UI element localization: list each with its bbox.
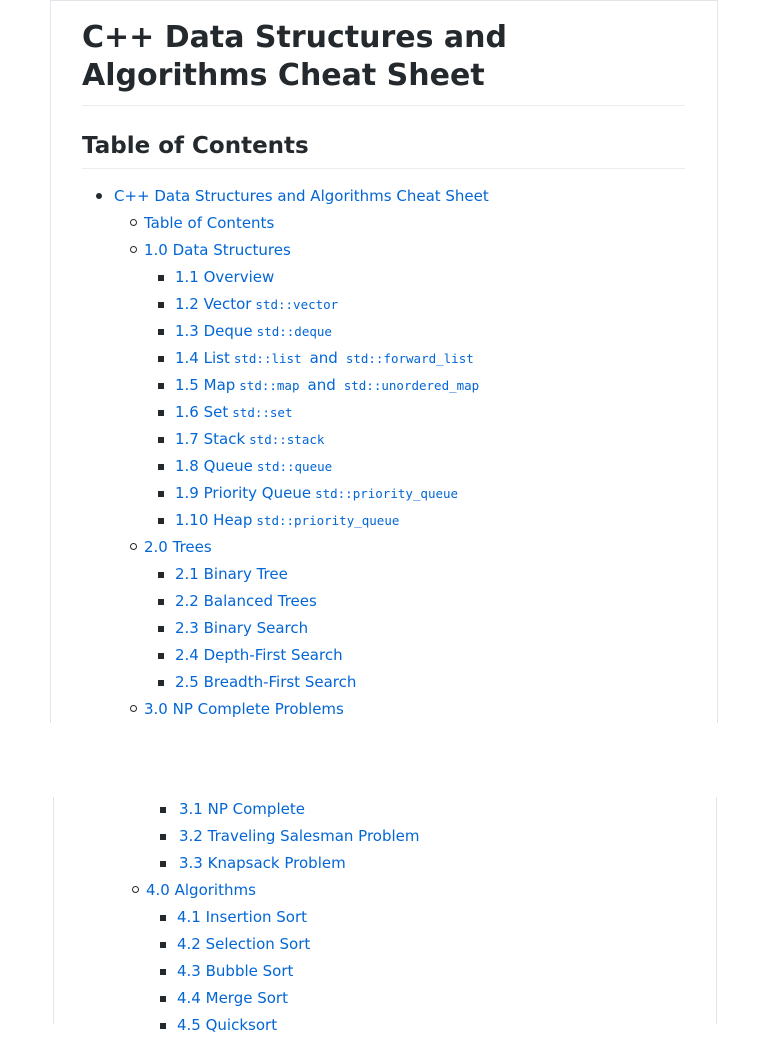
- toc-link-1-8[interactable]: [175, 457, 336, 475]
- inline-code: std::vector: [255, 297, 339, 312]
- list-item: [114, 210, 685, 237]
- list-item: [146, 931, 310, 958]
- list-item: [146, 985, 310, 1012]
- list-item: [144, 588, 685, 615]
- toc-sublist: [114, 210, 685, 723]
- inline-code: std::unordered_map: [343, 378, 480, 393]
- list-item: [144, 372, 685, 399]
- toc-link-1-1[interactable]: 1.1 Overview: [175, 268, 275, 286]
- list-item: [116, 877, 310, 1039]
- list-item: [144, 345, 685, 372]
- inline-code: std::set: [232, 405, 293, 420]
- toc-link-1-3[interactable]: [175, 322, 336, 340]
- toc-link-2-4[interactable]: 2.4 Depth-First Search: [175, 646, 343, 664]
- list-item: [146, 1012, 310, 1039]
- inline-code: std::map: [239, 378, 300, 393]
- link-text: 1.4 List: [175, 349, 230, 367]
- toc-link-4-5[interactable]: 4.5 Quicksort: [177, 1016, 278, 1034]
- toc-link-2-3[interactable]: 2.3 Binary Search: [175, 619, 309, 637]
- inline-code: std::priority_queue: [256, 513, 400, 528]
- toc-link-2-0[interactable]: 2.0 Trees: [144, 538, 212, 556]
- list-item: [114, 237, 685, 534]
- inline-code: std::forward_list: [345, 351, 474, 366]
- toc-list-continued: [146, 796, 420, 877]
- list-item: [144, 453, 685, 480]
- toc-link-3-0[interactable]: 3.0 NP Complete Problems: [144, 700, 344, 718]
- inline-code: std::stack: [249, 432, 325, 447]
- toc-link-2-5[interactable]: 2.5 Breadth-First Search: [175, 673, 357, 691]
- toc-link-root[interactable]: C++ Data Structures and Algorithms Cheat Sheet: [114, 187, 489, 205]
- link-text: 1.7 Stack: [175, 430, 246, 448]
- toc-link-1-7[interactable]: [175, 430, 328, 448]
- toc-link-1-10[interactable]: [175, 511, 403, 529]
- link-text-and: and: [309, 349, 338, 367]
- link-text: 1.5 Map: [175, 376, 236, 394]
- toc-sublist: [144, 264, 685, 534]
- list-item: [146, 958, 310, 985]
- toc-link-2-2[interactable]: 2.2 Balanced Trees: [175, 592, 317, 610]
- list-item: [114, 534, 685, 696]
- list-item: [144, 561, 685, 588]
- list-item: [146, 823, 420, 850]
- list-item: [144, 318, 685, 345]
- list-item: [144, 291, 685, 318]
- list-item: [82, 183, 685, 723]
- toc-sublist: [146, 904, 310, 1039]
- toc-list: [82, 169, 685, 723]
- list-item: [114, 696, 685, 723]
- toc-link-3-2[interactable]: 3.2 Traveling Salesman Problem: [179, 827, 420, 845]
- toc-link-4-1[interactable]: 4.1 Insertion Sort: [177, 908, 308, 926]
- toc-link-4-0[interactable]: 4.0 Algorithms: [146, 881, 256, 899]
- link-text: 1.6 Set: [175, 403, 229, 421]
- inline-code: std::priority_queue: [315, 486, 459, 501]
- list-item: [146, 796, 420, 823]
- toc-link-2-1[interactable]: 2.1 Binary Tree: [175, 565, 288, 583]
- list-item: [144, 399, 685, 426]
- toc-link-4-2[interactable]: 4.2 Selection Sort: [177, 935, 311, 953]
- link-text-and: and: [307, 376, 336, 394]
- toc-sublist: [116, 877, 310, 1039]
- list-item: [144, 426, 685, 453]
- toc-link-4-3[interactable]: 4.3 Bubble Sort: [177, 962, 294, 980]
- toc-link-1-2[interactable]: [175, 295, 342, 313]
- list-item: [146, 904, 310, 931]
- list-item: [146, 850, 420, 877]
- link-text: 1.3 Deque: [175, 322, 253, 340]
- list-item: [144, 642, 685, 669]
- toc-sublist: [144, 561, 685, 696]
- list-item: [144, 615, 685, 642]
- document-page-bottom: [53, 797, 717, 1034]
- toc-link-3-3[interactable]: 3.3 Knapsack Problem: [179, 854, 346, 872]
- page-title: C++ Data Structures and Algorithms Cheat Sheet: [82, 1, 685, 106]
- link-text: 1.9 Priority Queue: [175, 484, 312, 502]
- toc-link-1-4[interactable]: [175, 349, 478, 367]
- toc-link-1-9[interactable]: [175, 484, 462, 502]
- list-item: [144, 480, 685, 507]
- toc-link-3-1[interactable]: 3.1 NP Complete: [179, 800, 305, 818]
- toc-link-1-5[interactable]: [175, 376, 483, 394]
- link-text: 1.10 Heap: [175, 511, 253, 529]
- list-item: [144, 264, 685, 291]
- document-page-top: [50, 0, 718, 723]
- toc-link-toc[interactable]: Table of Contents: [144, 214, 275, 232]
- list-item: [144, 669, 685, 696]
- document-content: [82, 1, 685, 723]
- toc-link-1-0[interactable]: 1.0 Data Structures: [144, 241, 291, 259]
- link-text: 1.2 Vector: [175, 295, 252, 313]
- toc-link-1-6[interactable]: [175, 403, 296, 421]
- toc-list-continued-2: [116, 877, 310, 1039]
- link-text: 1.8 Queue: [175, 457, 253, 475]
- toc-heading: Table of Contents: [82, 106, 685, 169]
- inline-code: std::queue: [256, 459, 333, 474]
- inline-code: std::deque: [256, 324, 332, 339]
- toc-sublist: [146, 796, 420, 877]
- inline-code: std::list: [233, 351, 302, 366]
- list-item: [144, 507, 685, 534]
- toc-link-4-4[interactable]: 4.4 Merge Sort: [177, 989, 288, 1007]
